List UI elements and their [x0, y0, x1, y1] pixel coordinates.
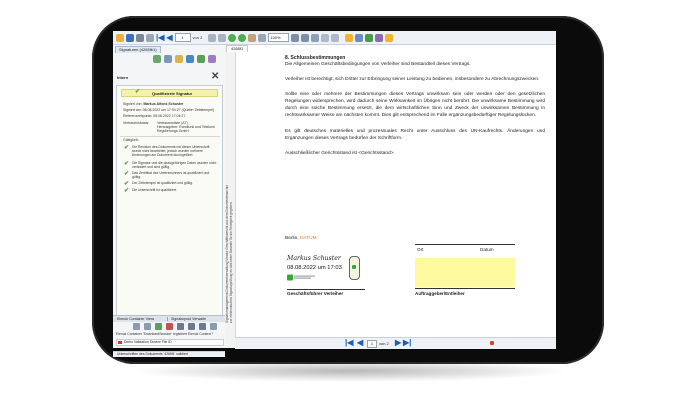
play-icon[interactable]: [177, 323, 184, 330]
validate-icon[interactable]: [164, 55, 172, 63]
registration-message: Elenuk Container 'SmartcardSession' registriert Elenuk Context *: [116, 332, 214, 336]
refresh-icon[interactable]: [197, 55, 205, 63]
fit-page-icon[interactable]: [321, 34, 329, 42]
signature-line-left: [287, 289, 365, 290]
paragraph: Verleiher ist berechtigt, sich Dritter zur Erbringung seiner Leistung zu bedienen, insbesondere zu Abrechnungszwecken.: [285, 77, 540, 83]
document-body: [285, 55, 545, 157]
tab-separator: [167, 317, 168, 321]
validity-check-text: Die Unterschrift ist qualifiziert.: [132, 188, 177, 192]
place-date-line-right: [415, 244, 515, 245]
search-icon[interactable]: [311, 34, 319, 42]
signature-field[interactable]: [415, 258, 515, 287]
signature-details-box: [116, 85, 223, 317]
rotate-right-icon[interactable]: [218, 34, 226, 42]
delete-icon[interactable]: [166, 323, 173, 330]
paragraph: Es gilt deutsches materielles und prozessuales Recht unter Ausschluss des UN-Kaufrechts. Änderungen und Ergänzungen dieses Vertrags bedürfen der Schriftform.: [285, 128, 545, 141]
badge-title: Qualifizierte Signatur: [152, 91, 193, 96]
certificate-icon[interactable]: [175, 55, 183, 63]
check-icon: ✔: [124, 181, 130, 187]
validity-check-text: Die Signatur und die dazugehörigen Daten wurden nicht verändert und sind gültig.: [132, 161, 217, 169]
paragraph: Sollte eine oder mehrere der Bestimmungen dieses Vertrags unwirksam sein oder werden oder den gesetzlichen Regelungen widersprechen, wird dadurch seine Wirksamkeit im Übrigen nicht berührt. Die unwirksame Bestimmung wird durch eine solche Bestimmung ersetzt, die dem wirtschaftlichen Sinn und Zweck der unwirksamen Bestimmung in rechtswirksamer Weise am nächsten kommt. Dies gilt entsprechend im Falle ergänzungsbedürftiger Regelungslücken.: [285, 92, 545, 119]
signature-datetime: 08.08.2022 um 17:03: [287, 265, 342, 271]
first-page-icon[interactable]: |◀: [156, 32, 165, 42]
service-label: Demo Validation Service File ID: [124, 340, 172, 344]
validity-label: Gültigkeit:: [123, 138, 139, 142]
signed-on-row: Signiert am: 08.08.2022 um 17:04:27 (Quelle: Zeitstempel): [123, 108, 215, 112]
main-toolbar: [113, 31, 556, 45]
status-bar: Unterschriften des Dokuments '4265f1' validiert: [113, 351, 225, 357]
signed-by-row: [123, 102, 183, 106]
home-icon[interactable]: [146, 34, 154, 42]
bottom-tab-bar: [113, 315, 225, 322]
zoom-select[interactable]: 100%: [268, 33, 289, 42]
zoom-in-icon[interactable]: [291, 34, 299, 42]
trust-value-line-1: Vertrauensliste (AT): [157, 121, 188, 125]
stamp-icon[interactable]: [355, 34, 363, 42]
place-date-line: [285, 236, 317, 241]
sign-document-icon[interactable]: [153, 55, 161, 63]
place-text: Berlin,: [285, 236, 300, 241]
check-icon: ✔: [124, 161, 130, 167]
open-folder-icon[interactable]: [116, 34, 124, 42]
date-label: Datum: [480, 247, 494, 252]
print-icon[interactable]: [136, 34, 144, 42]
highlight-icon[interactable]: [385, 34, 393, 42]
signed-by-label: Signiert von:: [123, 102, 143, 106]
page-number-input[interactable]: 1: [175, 33, 191, 42]
copy-icon[interactable]: [144, 323, 151, 330]
paragraph: Ausschließlicher Gerichtsstand ist <Gerichtsstand>.: [285, 150, 395, 156]
qualified-seal-icon: [287, 274, 317, 281]
save-icon[interactable]: [126, 34, 134, 42]
prev-page-icon[interactable]: ◀: [357, 338, 364, 347]
container-actions: [133, 323, 217, 330]
role-label-left: Geschäftsführer Verleiher: [287, 291, 344, 296]
trust-value-line-3: Regulierungs-GmbH: [157, 129, 189, 133]
edit-icon[interactable]: [133, 323, 140, 330]
reference-time-row: Referenzzeitpunkt: 08.08.2022 17:04:27: [123, 114, 186, 118]
tools-icon[interactable]: [210, 323, 217, 330]
validity-check-text: Die Revision des Dokuments mit dieser Unterschrift wurde nicht bearbeitet, jedoch wurden mehrere Änderungen am Dokument durchgeführt.: [132, 145, 210, 157]
tab-document[interactable]: 4265f1: [226, 45, 248, 52]
prev-page-icon[interactable]: ◀: [166, 32, 173, 42]
pause-icon[interactable]: [188, 323, 195, 330]
section-title: 8. Schlussbestimmungen: [285, 55, 346, 61]
trust-label: Vertrauensbasis:: [123, 121, 150, 125]
check-icon: ✔: [124, 145, 130, 151]
role-label-right: Auftraggeber/Entleiher: [415, 291, 465, 296]
signature-panel: [113, 45, 226, 356]
first-page-icon[interactable]: |◀: [345, 338, 354, 347]
vertical-margin-note: Signaturmanagement-Dokumentverwaltung Vendor Geschäftsbericht aus dem Dokumentenarchiv zur elektronischen Signaturprüfung es wird keine Garantie für die Richtigkeit gegeben: [225, 185, 233, 323]
divider: [120, 136, 220, 137]
signature-name: Markus Schuster: [287, 255, 341, 262]
signature-stamp-icon: [349, 256, 360, 280]
trust-value-line-2: Herausgeber: Rundfunk und Telekom: [157, 125, 215, 129]
check-icon: ✔: [124, 171, 130, 177]
close-icon[interactable]: ✕: [211, 71, 220, 82]
next-page-icon[interactable]: ▶: [395, 338, 402, 347]
go-forward-icon[interactable]: [238, 34, 246, 42]
options-icon[interactable]: [208, 55, 216, 63]
place-label: Ort: [417, 247, 424, 252]
signature-icon[interactable]: [365, 34, 373, 42]
last-page-icon[interactable]: ▶|: [403, 338, 412, 347]
verify-icon[interactable]: [186, 55, 194, 63]
page-total-label: von 2: [379, 341, 389, 346]
page-total-label: von 2: [192, 35, 203, 40]
tab-container-view[interactable]: Elenuk Container Viera: [117, 317, 154, 321]
pen-annotation-icon[interactable]: [345, 34, 353, 42]
signature-panel-toolbar: [153, 55, 216, 63]
add-icon[interactable]: [155, 323, 162, 330]
zoom-out-icon[interactable]: [301, 34, 309, 42]
go-back-icon[interactable]: [228, 34, 236, 42]
validity-check-text: Das Zertifikat des Unterzeichners ist qualifiziert und gültig.: [132, 171, 210, 179]
signed-by-value: Markus Alfons Schuster: [143, 102, 184, 106]
validity-check-text: Der Zeitstempel ist qualifiziert und gültig.: [132, 181, 194, 185]
page-number-input[interactable]: 1: [367, 340, 377, 348]
date-placeholder: DATUM: [299, 236, 317, 241]
settings-icon[interactable]: [375, 34, 383, 42]
rotate-left-icon[interactable]: [208, 34, 216, 42]
qualified-check-icon: ✔: [135, 89, 141, 95]
tab-signature-pool[interactable]: Signaturpool Verwalte: [171, 317, 206, 321]
select-tool-icon[interactable]: [258, 34, 266, 42]
stop-icon[interactable]: [199, 323, 206, 330]
hand-tool-icon[interactable]: [248, 34, 256, 42]
service-icon: [118, 341, 122, 344]
warning-icon: [490, 341, 494, 345]
section-heading-intern: Intern: [117, 75, 129, 80]
fit-width-icon[interactable]: [331, 34, 339, 42]
paragraph: Die Allgemeinen Geschäftsbedingungen von Verleiher sind Bestandteil dieses Vertrags.: [285, 62, 471, 67]
service-list-item[interactable]: [116, 339, 224, 346]
page-navigation-bar: [235, 337, 556, 349]
check-icon: ✔: [124, 188, 130, 194]
signature-line-right: [415, 288, 515, 289]
app-screen: [113, 31, 556, 356]
tab-signatures[interactable]: Signaturen (4265fb1): [115, 46, 161, 53]
